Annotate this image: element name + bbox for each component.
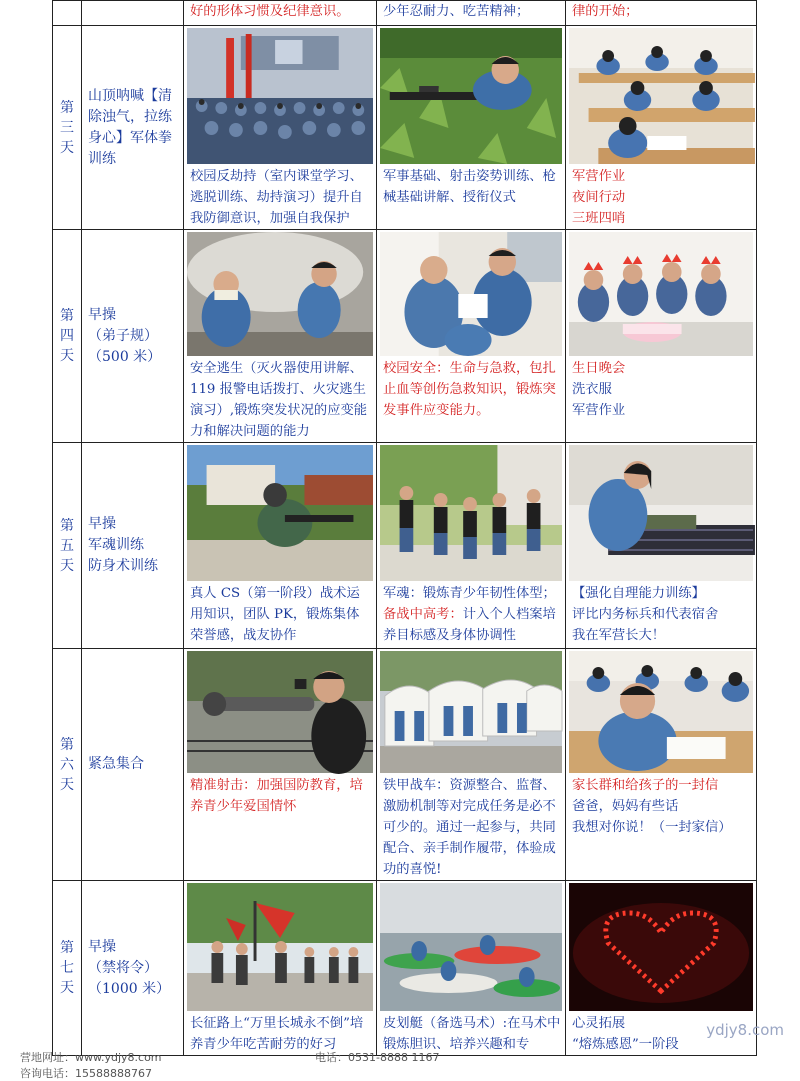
photo-cell: [184, 26, 377, 230]
photo-fire-escape: [187, 232, 373, 356]
caption: 精准射击：加强国防教育，培养青少年爱国情怀: [190, 778, 363, 814]
day-row-7: [53, 881, 757, 1056]
photo-homework: [569, 28, 753, 164]
photo-cell: [566, 26, 757, 230]
page-footer: [20, 1049, 780, 1080]
caption: 生日晚会 洗衣服 军营作业: [572, 361, 626, 418]
photo-tank-track: [380, 651, 562, 773]
caption: 校园安全：生命与急救，包扎止血等创伤急救知识，锻炼突发事件应变能力。: [383, 361, 556, 418]
photo-cs-game: [187, 445, 373, 581]
caption: 家长群和给孩子的一封信 爸爸，妈妈有些话 我想对你说！（一封家信）: [572, 778, 732, 835]
activity-text: 早操 （禁将令） （1000 米）: [82, 881, 184, 1056]
photo-candle-heart: [569, 883, 753, 1011]
day-row-3: [53, 26, 757, 230]
footer-website: 营地网址：www.ydjy8.com: [20, 1051, 162, 1064]
photo-long-march: [187, 883, 373, 1011]
photo-cell: [566, 443, 757, 649]
day-row-4: [53, 230, 757, 443]
photo-kayaking: [380, 883, 562, 1011]
schedule-table: [52, 0, 757, 1056]
top-col-b: 少年忍耐力、吃苦精神；: [377, 1, 566, 26]
photo-first-aid: [380, 232, 562, 356]
top-col-a: 好的形体习惯及纪律意识。: [184, 1, 377, 26]
photo-cell: [184, 443, 377, 649]
caption: 军事基础、射击姿势训练、枪械基础讲解、授衔仪式: [383, 169, 556, 205]
photo-cell: [184, 230, 377, 443]
photo-birthday-party: [569, 232, 753, 356]
caption: 【强化自理能力训练】 评比内务标兵和代表宿舍 我在军营长大！: [572, 586, 719, 643]
day-label: 第 五 天: [53, 443, 82, 649]
photo-cell: [566, 230, 757, 443]
photo-rifle-training: [380, 28, 562, 164]
photo-cell: [566, 649, 757, 881]
photo-soldier-drill: [380, 445, 562, 581]
photo-cell: [184, 649, 377, 881]
top-col-c: 律的开始；: [566, 1, 757, 26]
caption: 长征路上“万里长城永不倒”培养青少年吃苦耐劳的好习: [190, 1016, 364, 1052]
day-row-6: [53, 649, 757, 881]
caption: 真人 CS（第一阶段）战术运用知识，团队 PK，锻炼集体荣誉感，战友协作: [190, 586, 360, 643]
activity-text: 早操 军魂训练 防身术训练: [82, 443, 184, 649]
photo-cell: [184, 881, 377, 1056]
activity-text: 山顶呐喊【清除浊气，拉练身心】军体拳训练: [82, 26, 184, 230]
caption: 皮划艇（备选马术）:在马术中锻炼胆识、培养兴趣和专: [383, 1016, 561, 1052]
footer-phone: 电话：0531-8888 1167: [315, 1051, 440, 1064]
photo-letter-writing: [569, 651, 753, 773]
day-label: 第 三 天: [53, 26, 82, 230]
activity-cell: [82, 1, 184, 26]
caption: 心灵拓展 “熔炼感恩”一阶段: [572, 1016, 679, 1052]
day-label: 第 四 天: [53, 230, 82, 443]
caption: 军魂：锻炼青少年韧性体型； 备战中高考：计入个人档案培养目标感及身体协调性: [383, 586, 556, 643]
day-row-5: [53, 443, 757, 649]
day-label: 第 六 天: [53, 649, 82, 881]
watermark: ydjy8.com: [706, 1021, 784, 1039]
activity-text: 早操 （弟子规） （500 米）: [82, 230, 184, 443]
photo-cell: [377, 443, 566, 649]
photo-cell: [377, 649, 566, 881]
activity-text: 紧急集合: [82, 649, 184, 881]
caption: 校园反劫持（室内课堂学习、逃脱训练、劫持演习）提升自我防御意识，加强自我保护: [190, 169, 363, 226]
photo-cell: [377, 881, 566, 1056]
continued-row: [53, 1, 757, 26]
footer-hotline: 咨询电话：15588888767: [20, 1067, 152, 1080]
caption: 军营作业 夜间行动 三班四哨: [572, 169, 626, 226]
photo-classroom-drill: [187, 28, 373, 164]
photo-cell: [377, 230, 566, 443]
photo-precision-shooting: [187, 651, 373, 773]
day-label: 第 七 天: [53, 881, 82, 1056]
caption: 安全逃生（灭火器使用讲解、119 报警电话拨打、火灾逃生演习）,锻炼突发状况的应变能力和解决问题的能力: [190, 361, 368, 439]
photo-bed-making: [569, 445, 753, 581]
caption: 铁甲战车：资源整合、监督、激励机制等对完成任务是必不可少的。通过一起参与，共同配合、亲手制作履带，体验成功的喜悦!: [383, 778, 556, 877]
day-cell: [53, 1, 82, 26]
photo-cell: [377, 26, 566, 230]
